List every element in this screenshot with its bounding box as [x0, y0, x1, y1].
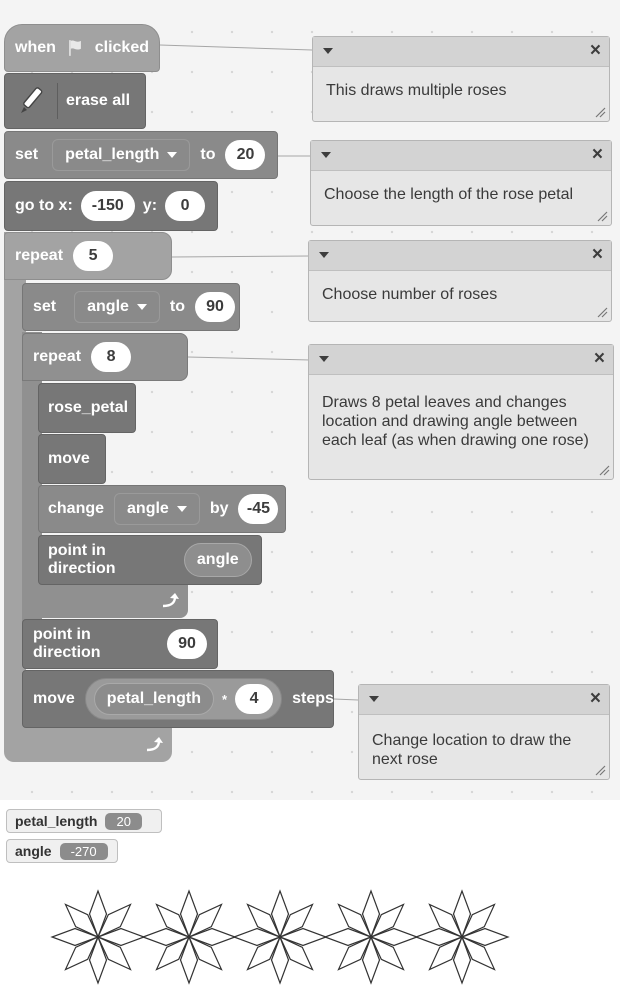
petal — [157, 905, 190, 938]
when-flag-clicked-block[interactable] — [4, 24, 160, 72]
comment-header[interactable] — [311, 141, 611, 171]
petal — [462, 905, 495, 938]
resize-grip-icon[interactable] — [596, 210, 608, 222]
petal — [280, 937, 313, 970]
rose-1 — [52, 891, 144, 983]
petal — [52, 929, 98, 946]
multiplier-input[interactable]: 4 — [235, 684, 273, 714]
comment-header[interactable] — [313, 37, 609, 67]
loop-arrow-icon — [160, 592, 180, 610]
petal — [339, 937, 372, 970]
petal — [371, 937, 404, 970]
petal — [416, 929, 462, 946]
set-petal-length-block[interactable] — [4, 131, 278, 179]
monitor-value: 20 — [105, 813, 141, 830]
move-label: move — [48, 450, 90, 467]
y-label: y: — [142, 197, 158, 214]
comment-text[interactable]: Choose the length of the rose petal — [324, 186, 574, 203]
stage-drawing — [0, 880, 620, 994]
petal — [90, 891, 107, 937]
comment-2[interactable] — [310, 140, 612, 226]
repeat5-footer — [4, 728, 172, 762]
rose-petal-label: rose_petal — [48, 399, 129, 416]
petal-length-reporter[interactable]: petal_length — [94, 683, 214, 715]
variable-dropdown-petal-length[interactable] — [52, 139, 190, 171]
petal — [181, 937, 198, 983]
point-in-direction-label: point in direction — [33, 626, 101, 661]
comment-4[interactable] — [308, 344, 614, 480]
dropdown-value: angle — [127, 500, 169, 517]
close-icon[interactable]: × — [593, 348, 605, 369]
point-in-direction-90-block[interactable] — [22, 619, 218, 669]
erase-all-label: erase all — [66, 92, 131, 109]
caret-down-icon[interactable] — [319, 356, 329, 362]
to-label: to — [169, 298, 186, 315]
resize-grip-icon[interactable] — [594, 106, 606, 118]
set-label: set — [15, 146, 39, 163]
repeat-8-block[interactable] — [22, 333, 188, 381]
caret-down-icon[interactable] — [369, 696, 379, 702]
caret-down-icon — [177, 506, 187, 512]
variable-dropdown-angle[interactable] — [74, 291, 160, 323]
petal — [189, 905, 222, 938]
monitor-name: angle — [15, 843, 52, 859]
petal — [454, 891, 471, 937]
close-icon[interactable]: × — [589, 688, 601, 709]
comment-header[interactable] — [359, 685, 609, 715]
petal — [454, 937, 471, 983]
caret-down-icon — [137, 304, 147, 310]
caret-down-icon[interactable] — [319, 252, 329, 258]
dropdown-value: petal_length — [65, 146, 160, 163]
petal — [157, 937, 190, 970]
petal — [248, 905, 281, 938]
connector-3 — [172, 256, 310, 257]
set-label: set — [33, 298, 57, 315]
comment-text[interactable]: Choose number of roses — [322, 286, 498, 303]
point-in-direction-block[interactable] — [38, 535, 262, 585]
rose-4 — [325, 891, 417, 983]
petal — [280, 905, 313, 938]
repeat8-footer — [22, 584, 188, 618]
connector-5 — [334, 699, 358, 700]
pen-icon — [15, 84, 49, 118]
petal — [272, 937, 289, 983]
petal — [430, 937, 463, 970]
petal — [363, 937, 380, 983]
petal — [98, 929, 144, 946]
move-steps-block[interactable] — [22, 670, 334, 728]
petal — [325, 929, 371, 946]
petal — [189, 937, 222, 970]
loop-arrow-icon — [144, 736, 164, 754]
steps-label: steps — [292, 690, 334, 707]
close-icon[interactable]: × — [591, 244, 603, 265]
petal — [462, 929, 508, 946]
rose-2 — [143, 891, 235, 983]
repeat-count-input[interactable]: 8 — [91, 342, 131, 372]
petal — [280, 929, 326, 946]
comment-3[interactable] — [308, 240, 612, 322]
green-flag-icon — [66, 36, 85, 60]
connector-1 — [160, 45, 312, 50]
value-input[interactable]: -45 — [238, 494, 278, 524]
when-label: when — [15, 39, 56, 56]
variable-dropdown-angle[interactable] — [114, 493, 200, 525]
rose-5 — [416, 891, 508, 983]
variable-monitor-petal-length[interactable] — [6, 809, 162, 833]
close-icon[interactable]: × — [591, 144, 603, 165]
change-label: change — [48, 500, 105, 517]
caret-down-icon[interactable] — [321, 152, 331, 158]
petal — [143, 929, 189, 946]
point-in-direction-label: point in direction — [48, 542, 116, 577]
rose-petal-block[interactable] — [38, 383, 136, 433]
petal — [371, 905, 404, 938]
multiply-operator[interactable] — [85, 678, 282, 720]
repeat-5-block[interactable] — [4, 232, 172, 280]
petal — [462, 937, 495, 970]
value-input[interactable]: 20 — [225, 140, 265, 170]
value-input[interactable]: 90 — [195, 292, 235, 322]
connector-4 — [188, 357, 310, 360]
y-input[interactable]: 0 — [165, 191, 205, 221]
repeat-count-input[interactable]: 5 — [73, 241, 113, 271]
separator — [57, 83, 58, 119]
move-label: move — [33, 690, 75, 707]
comment-text[interactable]: This draws multiple roses — [326, 82, 507, 99]
repeat-label: repeat — [15, 247, 64, 264]
petal — [339, 905, 372, 938]
to-label: to — [200, 146, 216, 163]
go-to-x-label: go to x: — [15, 197, 73, 214]
petal — [66, 937, 99, 970]
change-angle-block[interactable] — [38, 485, 286, 533]
monitor-value: -270 — [60, 843, 108, 860]
resize-grip-icon[interactable] — [594, 764, 606, 776]
clicked-label: clicked — [94, 39, 149, 56]
set-angle-block[interactable] — [22, 283, 240, 331]
petal — [98, 937, 131, 970]
rose-3 — [234, 891, 326, 983]
petal — [272, 891, 289, 937]
erase-all-block[interactable] — [4, 73, 146, 129]
petal — [234, 929, 280, 946]
petal — [371, 929, 417, 946]
x-input[interactable]: -150 — [81, 191, 135, 221]
go-to-xy-block[interactable] — [4, 181, 218, 231]
repeat-label: repeat — [33, 348, 82, 365]
comment-header[interactable] — [309, 345, 613, 375]
dropdown-value: angle — [87, 298, 129, 315]
by-label: by — [209, 500, 229, 517]
close-icon[interactable]: × — [589, 40, 601, 61]
petal — [66, 905, 99, 938]
caret-down-icon[interactable] — [323, 48, 333, 54]
resize-grip-icon[interactable] — [596, 306, 608, 318]
petal — [98, 905, 131, 938]
angle-reporter[interactable]: angle — [184, 543, 252, 577]
direction-input[interactable]: 90 — [167, 629, 207, 659]
comment-text[interactable]: Change location to draw the next rose — [372, 732, 572, 768]
move-block[interactable] — [38, 434, 106, 484]
comment-header[interactable] — [309, 241, 611, 271]
comment-1[interactable] — [312, 36, 610, 122]
multiply-symbol: * — [222, 691, 228, 707]
caret-down-icon — [167, 152, 177, 158]
petal — [90, 937, 107, 983]
petal — [189, 929, 235, 946]
petal — [248, 937, 281, 970]
monitor-name: petal_length — [15, 813, 98, 829]
petal — [181, 891, 198, 937]
petal — [430, 905, 463, 938]
comment-text[interactable]: Draws 8 petal leaves and changes location and drawing angle between each leaf (as when drawing one rose) — [322, 394, 589, 449]
variable-monitor-angle[interactable] — [6, 839, 118, 863]
resize-grip-icon[interactable] — [598, 464, 610, 476]
comment-5[interactable] — [358, 684, 610, 780]
petal — [363, 891, 380, 937]
